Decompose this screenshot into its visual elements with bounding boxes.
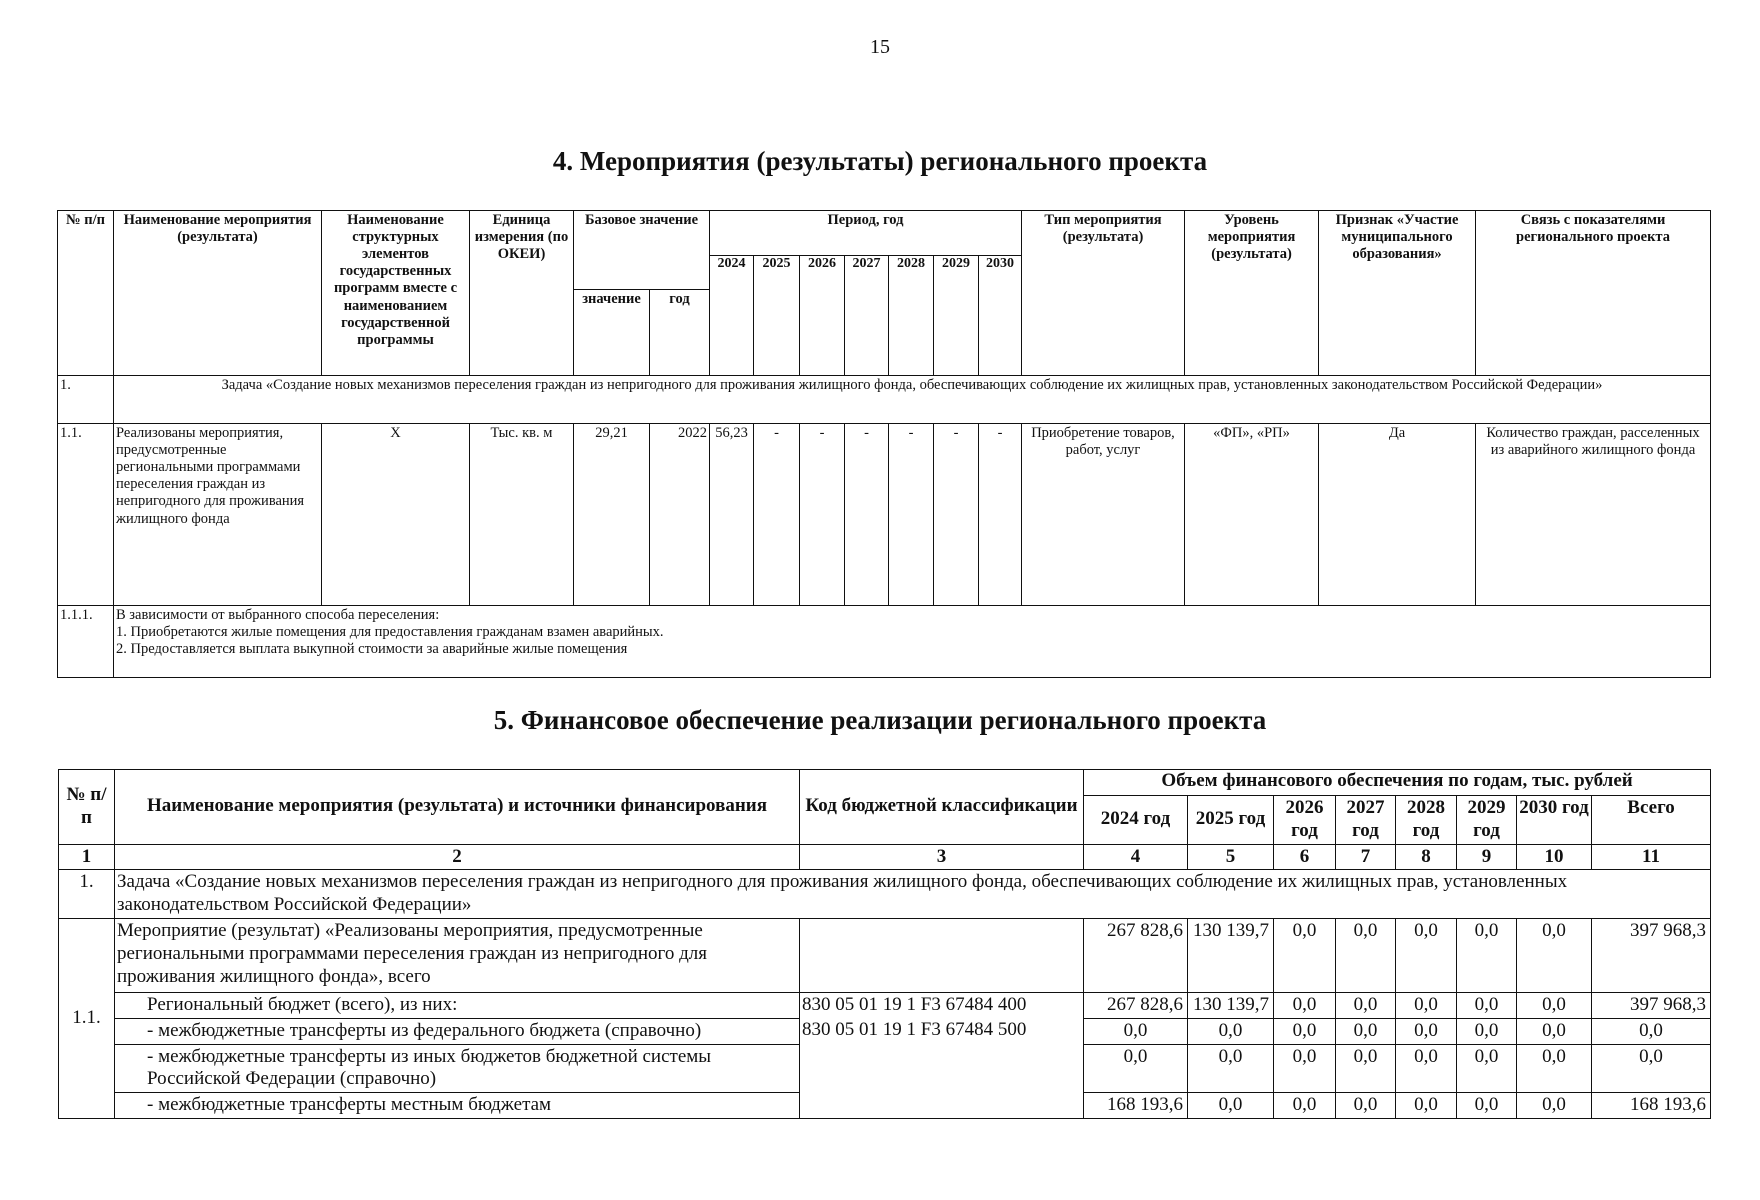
column-number: 2 <box>115 844 800 870</box>
row-year-value: - <box>845 424 889 606</box>
fin-row-value: 0,0 <box>1457 1044 1517 1093</box>
row-year-value: - <box>800 424 845 606</box>
col-unit-header: Единица измерения (по ОКЕИ) <box>470 211 574 376</box>
note-line: В зависимости от выбранного способа переселения: <box>116 607 440 623</box>
row-year-value: 56,23 <box>710 424 754 606</box>
section-4-title: 4. Мероприятия (результаты) регионального проекта <box>552 146 1208 176</box>
col-name-header: Наименование мероприятия (результата) <box>114 211 322 376</box>
note-line: 2. Предоставляется выплата выкупной стоимости за аварийные жилые помещения <box>116 641 628 658</box>
fin-row-value: 168 193,6 <box>1084 1093 1188 1119</box>
fin-year-header: 2024 год <box>1084 796 1188 845</box>
task-number: 1. <box>58 376 114 424</box>
row-struct: X <box>322 424 470 606</box>
col-base-year-header: год <box>650 290 710 376</box>
fin-task-text: Задача «Создание новых механизмов переселения граждан из непригодного для проживания жилищного фонда, обеспечивающих соблюдение их жилищных прав, установленных законодательством Российской Федерации» <box>115 870 1711 919</box>
note-text <box>114 606 1711 678</box>
fin-row-value: 0,0 <box>1457 992 1517 1018</box>
fin-row-name: Региональный бюджет (всего), из них: <box>115 992 800 1018</box>
fin-row-value: 0,0 <box>1396 918 1457 992</box>
fin-col-volume-header: Объем финансового обеспечения по годам, тыс. рублей <box>1084 770 1711 796</box>
fin-row-name: Мероприятие (результат) «Реализованы мероприятия, предусмотренные региональными программами переселения граждан из непригодного для проживания жилищного фонда», всего <box>115 918 800 992</box>
fin-row-value: 0,0 <box>1188 1044 1274 1093</box>
fin-year-header: 2028 год <box>1396 796 1457 845</box>
column-number: 9 <box>1457 844 1517 870</box>
fin-row-value: 168 193,6 <box>1592 1093 1711 1119</box>
measures-table <box>57 210 1711 678</box>
fin-row-value: 0,0 <box>1396 1093 1457 1119</box>
fin-row-value: 0,0 <box>1336 1044 1396 1093</box>
fin-group-number: 1.1. <box>59 918 115 1118</box>
fin-row-value: 0,0 <box>1336 1093 1396 1119</box>
col-struct-header: Наименование структурных элементов государственных программ вместе с наименованием государственной программы <box>322 211 470 376</box>
fin-year-header: 2026 год <box>1274 796 1336 845</box>
row-type: Приобретение товаров, работ, услуг <box>1022 424 1185 606</box>
fin-col-code-header: Код бюджетной классификации <box>800 770 1084 845</box>
col-base-header: Базовое значение <box>574 211 710 290</box>
row-link: Количество граждан, расселенных из аварийного жилищного фонда <box>1476 424 1711 606</box>
year-header: 2025 <box>754 256 800 376</box>
row-year-value: - <box>979 424 1022 606</box>
fin-year-header: 2029 год <box>1457 796 1517 845</box>
year-header: 2030 <box>979 256 1022 376</box>
fin-row-value: 0,0 <box>1188 1093 1274 1119</box>
year-header: 2026 <box>800 256 845 376</box>
column-number: 3 <box>800 844 1084 870</box>
row-year-value: - <box>934 424 979 606</box>
fin-row-value: 0,0 <box>1592 1044 1711 1093</box>
fin-year-header: 2025 год <box>1188 796 1274 845</box>
row-unit: Тыс. кв. м <box>470 424 574 606</box>
column-number: 11 <box>1592 844 1711 870</box>
row-year-value: - <box>889 424 934 606</box>
column-number: 4 <box>1084 844 1188 870</box>
fin-row-value: 0,0 <box>1517 992 1592 1018</box>
page-number: 15 <box>870 36 890 58</box>
fin-row-value: 0,0 <box>1274 1044 1336 1093</box>
row-municipal: Да <box>1319 424 1476 606</box>
col-period-header: Период, год <box>710 211 1022 256</box>
fin-total-header: Всего <box>1592 796 1711 845</box>
task-text: Задача «Создание новых механизмов переселения граждан из непригодного для проживания жилищного фонда, обеспечивающих соблюдение их жилищных прав, установленных законодательством Российской Федерации» <box>114 376 1711 424</box>
fin-row-value: 0,0 <box>1457 918 1517 992</box>
fin-col-name-header: Наименование мероприятия (результата) и источники финансирования <box>115 770 800 845</box>
col-municipal-header: Признак «Участие муниципального образования» <box>1319 211 1476 376</box>
fin-task-number: 1. <box>59 870 115 919</box>
fin-row-value: 0,0 <box>1336 918 1396 992</box>
fin-row-value: 0,0 <box>1336 1018 1396 1044</box>
fin-year-header: 2027 год <box>1336 796 1396 845</box>
fin-row-value: 0,0 <box>1592 1018 1711 1044</box>
fin-row-value: 0,0 <box>1396 1044 1457 1093</box>
fin-row-code <box>800 918 1084 992</box>
fin-row-value: 0,0 <box>1274 1093 1336 1119</box>
fin-row-value: 130 139,7 <box>1188 918 1274 992</box>
fin-row-value: 130 139,7 <box>1188 992 1274 1018</box>
fin-row-code <box>800 1093 1084 1119</box>
column-number: 8 <box>1396 844 1457 870</box>
column-number: 5 <box>1188 844 1274 870</box>
year-header: 2024 <box>710 256 754 376</box>
row-number: 1.1. <box>58 424 114 606</box>
fin-row-name: - межбюджетные трансферты местным бюджетам <box>115 1093 800 1119</box>
column-number: 6 <box>1274 844 1336 870</box>
col-type-header: Тип мероприятия (результата) <box>1022 211 1185 376</box>
row-base-value: 29,21 <box>574 424 650 606</box>
finance-table <box>58 769 1711 1119</box>
column-number: 10 <box>1517 844 1592 870</box>
fin-row-value: 0,0 <box>1274 918 1336 992</box>
col-link-header: Связь с показателями регионального проекта <box>1476 211 1711 376</box>
fin-row-value: 0,0 <box>1517 1044 1592 1093</box>
year-header: 2028 <box>889 256 934 376</box>
fin-row-value: 0,0 <box>1517 1093 1592 1119</box>
fin-row-value: 0,0 <box>1188 1018 1274 1044</box>
fin-row-value: 0,0 <box>1274 992 1336 1018</box>
row-base-year: 2022 <box>650 424 710 606</box>
fin-row-value: 0,0 <box>1517 1018 1592 1044</box>
fin-row-code: 830 05 01 19 1 F3 67484 500 <box>800 1018 1084 1044</box>
col-base-value-header: значение <box>574 290 650 376</box>
fin-row-name: - межбюджетные трансферты из федерального бюджета (справочно) <box>115 1018 800 1044</box>
fin-row-value: 267 828,6 <box>1084 992 1188 1018</box>
col-level-header: Уровень мероприятия (результата) <box>1185 211 1319 376</box>
fin-row-value: 0,0 <box>1336 992 1396 1018</box>
row-level: «ФП», «РП» <box>1185 424 1319 606</box>
note-number: 1.1.1. <box>58 606 114 678</box>
column-number: 7 <box>1336 844 1396 870</box>
fin-row-value: 397 968,3 <box>1592 992 1711 1018</box>
fin-col-num-header: № п/п <box>59 770 115 845</box>
row-year-value: - <box>754 424 800 606</box>
fin-row-value: 0,0 <box>1396 992 1457 1018</box>
col-num-header: № п/п <box>58 211 114 376</box>
section-5-title: 5. Финансовое обеспечение реализации регионального проекта <box>493 705 1267 735</box>
row-name: Реализованы мероприятия, предусмотренные региональными программами переселения граждан из непригодного для проживания жилищного фонда <box>114 424 322 606</box>
fin-row-value: 0,0 <box>1274 1018 1336 1044</box>
fin-row-value: 0,0 <box>1084 1044 1188 1093</box>
fin-row-name: - межбюджетные трансферты из иных бюджетов бюджетной системы Российской Федерации (справочно) <box>115 1044 800 1093</box>
column-number: 1 <box>59 844 115 870</box>
fin-row-value: 0,0 <box>1084 1018 1188 1044</box>
fin-row-value: 397 968,3 <box>1592 918 1711 992</box>
fin-row-value: 0,0 <box>1457 1018 1517 1044</box>
year-header: 2027 <box>845 256 889 376</box>
note-line: 1. Приобретаются жилые помещения для предоставления гражданам взамен аварийных. <box>116 624 664 641</box>
fin-row-code: 830 05 01 19 1 F3 67484 400 <box>800 992 1084 1018</box>
fin-row-value: 0,0 <box>1457 1093 1517 1119</box>
fin-row-value: 267 828,6 <box>1084 918 1188 992</box>
fin-row-value: 0,0 <box>1517 918 1592 992</box>
fin-row-value: 0,0 <box>1396 1018 1457 1044</box>
fin-row-code <box>800 1044 1084 1093</box>
fin-year-header: 2030 год <box>1517 796 1592 845</box>
year-header: 2029 <box>934 256 979 376</box>
